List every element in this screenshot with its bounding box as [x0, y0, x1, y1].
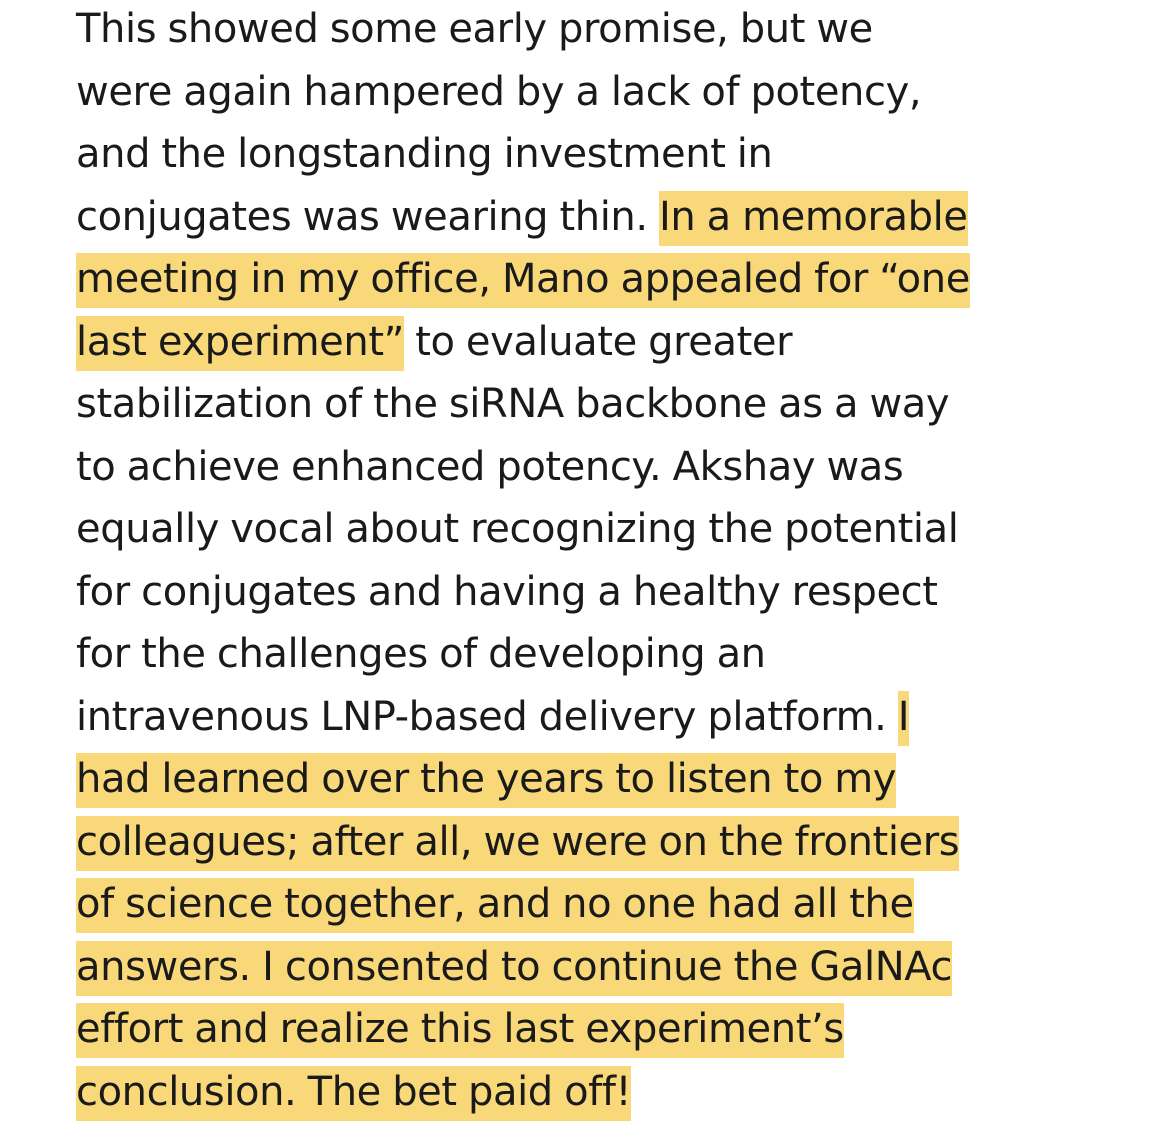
- highlight-span[interactable]: effort and realize this last experiment’s: [76, 1003, 844, 1058]
- text-line: [76, 873, 1106, 936]
- text-line: were again hampered by a lack of potency,: [76, 68, 922, 115]
- highlight-span[interactable]: conclusion. The bet paid off!: [76, 1066, 631, 1121]
- highlight-span[interactable]: colleagues; after all, we were on the frontiers: [76, 816, 959, 871]
- text-line: This showed some early promise, but we: [76, 6, 873, 52]
- highlight-span[interactable]: I: [898, 691, 909, 746]
- text-line: [76, 1061, 1106, 1124]
- highlighted-paragraph: [76, 0, 1106, 1123]
- text-line: [76, 936, 1106, 999]
- text-line: stabilization of the siRNA backbone as a way: [76, 381, 950, 427]
- highlight-span[interactable]: meeting in my office, Mano appealed for “one: [76, 253, 970, 308]
- text-line: to achieve enhanced potency. Akshay was: [76, 443, 904, 490]
- text-line: [76, 811, 1106, 874]
- highlight-span[interactable]: of science together, and no one had all the: [76, 878, 914, 933]
- highlight-span[interactable]: In a memorable: [659, 191, 968, 246]
- text-line: conjugates was wearing thin. In a memorable: [76, 186, 1106, 249]
- text-line: [76, 748, 1106, 811]
- highlight-span[interactable]: answers. I consented to continue the GalNAc: [76, 941, 952, 996]
- highlight-span[interactable]: had learned over the years to listen to my: [76, 753, 896, 808]
- text-line: [76, 248, 1106, 311]
- highlight-span[interactable]: last experiment”: [76, 316, 404, 371]
- text-line: [76, 998, 1106, 1061]
- text-line: for the challenges of developing an: [76, 631, 766, 677]
- text-line: and the longstanding investment in: [76, 131, 773, 177]
- text-line: last experiment” to evaluate greater: [76, 311, 1106, 374]
- text-line: for conjugates and having a healthy respect: [76, 568, 938, 615]
- text-line: equally vocal about recognizing the potential: [76, 506, 959, 552]
- text-line: intravenous LNP-based delivery platform. I: [76, 686, 1106, 749]
